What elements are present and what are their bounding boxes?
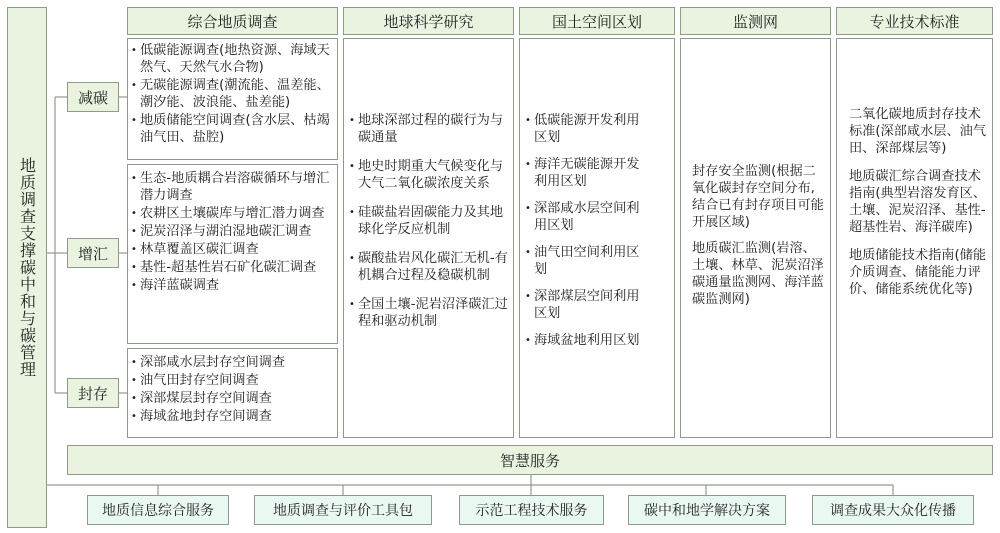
category-label: 增汇 — [77, 244, 108, 263]
service-box — [812, 495, 974, 525]
list-item: • 基性-超基性岩石矿化碳汇调查 — [131, 259, 336, 276]
list-item: 地质储能技术指南(储能介质调查、储能能力评价、储能系统优化等) — [849, 248, 987, 297]
list-monitoring — [692, 163, 826, 317]
smart-services-bar — [67, 445, 993, 475]
list-item: • 低碳能源调查(地热资源、海域天然气、天然气水合物) — [131, 42, 336, 76]
service-label: 地质调查与评价工具包 — [273, 503, 413, 519]
service-box — [628, 495, 786, 525]
list-item: • 油气田空间利用区划 — [525, 244, 645, 278]
list-item: 封存安全监测(根据二氧化碳封存空间分布,结合已有封存项目可能开展区域) — [692, 164, 824, 230]
category-fengcun — [67, 378, 119, 408]
list-item: • 全国土壤-泥岩沼泽碳汇过程和驱动机制 — [349, 296, 511, 330]
column-header-label: 综合地质调查 — [187, 12, 278, 31]
column-header-label: 国土空间区划 — [551, 12, 642, 31]
list-fengcun — [131, 354, 336, 426]
list-item: • 深部煤层空间利用区划 — [525, 288, 645, 322]
column-header-label: 专业技术标准 — [869, 12, 960, 31]
list-standards — [849, 106, 989, 307]
category-zenghui — [67, 238, 119, 268]
list-item: • 海域盆地封存空间调查 — [131, 408, 336, 425]
list-item: • 深部煤层封存空间调查 — [131, 390, 336, 407]
service-label: 调查成果大众化传播 — [830, 503, 956, 519]
list-item: • 深部咸水层封存空间调查 — [131, 354, 336, 371]
column-header-label: 监测网 — [732, 12, 778, 31]
list-item: • 泥炭沼泽与湖泊湿地碳汇调查 — [131, 223, 336, 240]
list-item: • 硅碳盐岩固碳能力及其地球化学反应机制 — [349, 204, 511, 238]
service-label: 碳中和地学解决方案 — [644, 503, 770, 519]
category-label: 封存 — [77, 384, 108, 403]
list-item: • 地质储能空间调查(含水层、枯竭油气田、盐腔) — [131, 112, 336, 146]
root-box — [7, 7, 47, 528]
column-header-standards — [836, 7, 993, 35]
column-header-spatial-zoning — [519, 7, 675, 35]
list-research — [349, 112, 511, 331]
list-zoning — [525, 112, 645, 350]
list-item: • 海洋无碳能源开发利用区划 — [525, 156, 645, 190]
column-header-geo-survey — [127, 7, 338, 35]
list-jiantan — [131, 42, 336, 147]
list-item: • 低碳能源开发利用区划 — [525, 112, 645, 146]
category-jiantan — [67, 82, 119, 112]
list-item: • 海域盆地利用区划 — [525, 332, 645, 349]
list-item: • 无碳能源调查(潮流能、温差能、潮汐能、波浪能、盐差能) — [131, 77, 336, 111]
list-zenghui — [131, 170, 336, 295]
list-item: 二氧化碳地质封存技术标准(深部咸水层、油气田、深部煤层等) — [849, 107, 987, 156]
service-label: 示范工程技术服务 — [475, 503, 588, 519]
list-item: • 地球深部过程的碳行为与碳通量 — [349, 112, 511, 146]
list-item: • 生态-地质耦合岩溶碳循环与增汇潜力调查 — [131, 170, 336, 204]
list-item: • 地史时期重大气候变化与大气二氧化碳浓度关系 — [349, 158, 511, 192]
list-item: 地质碳汇监测(岩溶、土壤、林草、泥炭沼泽碳通量监测网、海洋蓝碳监测网) — [692, 241, 824, 307]
list-item: • 深部咸水层空间利用区划 — [525, 200, 645, 234]
list-item: 地质碳汇综合调查技术指南(典型岩溶发育区、土壤、泥炭沼泽、基性-超基性岩、海洋碳库) — [849, 169, 987, 235]
column-header-monitoring — [680, 7, 831, 35]
service-box — [254, 495, 432, 525]
smart-services-label: 智慧服务 — [499, 451, 560, 470]
column-header-label: 地球科学研究 — [383, 12, 474, 31]
service-label: 地质信息综合服务 — [102, 503, 214, 519]
category-label: 减碳 — [77, 88, 108, 107]
root-label: 地质调查支撑碳中和与碳管理 — [17, 157, 37, 378]
list-item: • 海洋蓝碳调查 — [131, 277, 336, 294]
list-item: • 林草覆盖区碳汇调查 — [131, 241, 336, 258]
service-box — [87, 495, 229, 525]
list-item: • 油气田封存空间调查 — [131, 372, 336, 389]
service-box — [459, 495, 604, 525]
list-item: • 碳酸盐岩风化碳汇无机-有机耦合过程及稳碳机制 — [349, 250, 511, 284]
column-header-earth-science — [343, 7, 514, 35]
list-item: • 农耕区土壤碳库与增汇潜力调查 — [131, 205, 336, 222]
